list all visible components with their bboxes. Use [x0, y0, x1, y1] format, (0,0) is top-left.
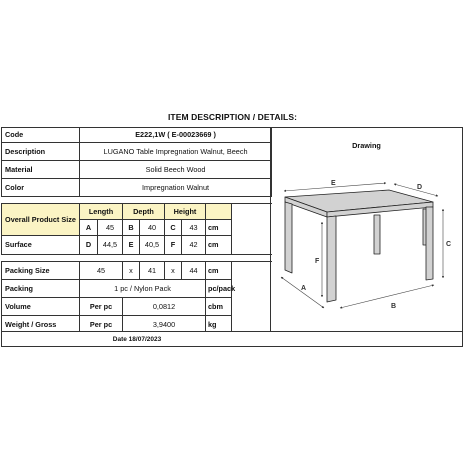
empty-cell: [232, 236, 272, 255]
label-f: F: [315, 258, 320, 265]
packing-size-c: 44: [182, 262, 206, 280]
depth-value: 40: [140, 220, 165, 236]
label-d: D: [417, 184, 423, 191]
material-value: Solid Beech Wood: [80, 161, 272, 179]
front-right-leg: [327, 216, 336, 302]
packing-size-unit: cm: [206, 262, 232, 280]
spec-table: [1, 127, 272, 334]
overall-size-label: Overall Product Size: [2, 204, 80, 236]
date-bar: [1, 331, 463, 347]
table-drawing: [270, 127, 463, 347]
row-material: [2, 161, 272, 179]
label-c: C: [446, 241, 452, 248]
description-value: LUGANO Table Impregnation Walnut, Beech: [80, 143, 272, 161]
height-value: 43: [182, 220, 206, 236]
dim-line-b: [340, 285, 434, 308]
weight-unit: kg: [206, 316, 232, 334]
header-blank: [206, 204, 232, 220]
surface-l-value: 44,5: [98, 236, 123, 255]
surface-h-value: 42: [182, 236, 206, 255]
packing-value: 1 pc / Nylon Pack: [80, 280, 206, 298]
packing-size-a: 45: [80, 262, 123, 280]
spacer: [2, 197, 272, 204]
back-left-leg: [374, 215, 380, 254]
packing-size-x2: x: [165, 262, 182, 280]
row-color: [2, 179, 272, 197]
packing-size-b: 41: [140, 262, 165, 280]
volume-value: 0,0812: [123, 298, 206, 316]
weight-value: 3,9400: [123, 316, 206, 334]
row-packing: [2, 280, 272, 298]
packing-unit: pc/pack: [206, 280, 232, 298]
row-surface: [2, 236, 272, 255]
volume-label: Volume: [2, 298, 80, 316]
table-shape: [285, 190, 433, 302]
surface-label: Surface: [2, 236, 80, 255]
packing-size-x1: x: [123, 262, 140, 280]
volume-per: Per pc: [80, 298, 123, 316]
label-e: E: [331, 180, 336, 187]
weight-per: Per pc: [80, 316, 123, 334]
depth-header: Depth: [123, 204, 165, 220]
volume-unit: cbm: [206, 298, 232, 316]
material-label: Material: [2, 161, 80, 179]
row-description: [2, 143, 272, 161]
date-label: Date 18/07/2023: [112, 336, 162, 343]
row-code: [2, 128, 272, 143]
dim-line-a: [281, 277, 324, 308]
spacer: [2, 255, 272, 262]
empty-cell: [232, 280, 272, 298]
label-a: A: [301, 285, 307, 292]
length-letter: A: [80, 220, 98, 236]
surface-unit: cm: [206, 236, 232, 255]
row-packing-size: [2, 262, 272, 280]
depth-letter: B: [123, 220, 140, 236]
overall-unit: cm: [206, 220, 232, 236]
drawing-title: Drawing: [352, 141, 381, 150]
height-header: Height: [165, 204, 206, 220]
surface-d-value: 40,5: [140, 236, 165, 255]
empty-cell: [232, 204, 272, 236]
color-label: Color: [2, 179, 80, 197]
weight-label: Weight / Gross: [2, 316, 80, 334]
right-leg: [426, 207, 433, 280]
surface-d-letter: E: [123, 236, 140, 255]
code-value: E222,1W ( E-00023669 ): [80, 128, 272, 143]
sheet-title: ITEM DESCRIPTION / DETAILS:: [167, 112, 298, 122]
packing-size-label: Packing Size: [2, 262, 80, 280]
front-left-leg: [285, 202, 292, 273]
height-letter: C: [165, 220, 182, 236]
color-value: Impregnation Walnut: [80, 179, 272, 197]
length-header: Length: [80, 204, 123, 220]
row-dim-headers: [2, 204, 272, 220]
surface-l-letter: D: [80, 236, 98, 255]
code-label: Code: [2, 128, 80, 143]
label-b: B: [391, 303, 397, 310]
packing-label: Packing: [2, 280, 80, 298]
surface-h-letter: F: [165, 236, 182, 255]
empty-cell: [232, 262, 272, 280]
length-value: 45: [98, 220, 123, 236]
description-label: Description: [2, 143, 80, 161]
row-volume: [2, 298, 272, 316]
empty-cell: [232, 298, 272, 316]
